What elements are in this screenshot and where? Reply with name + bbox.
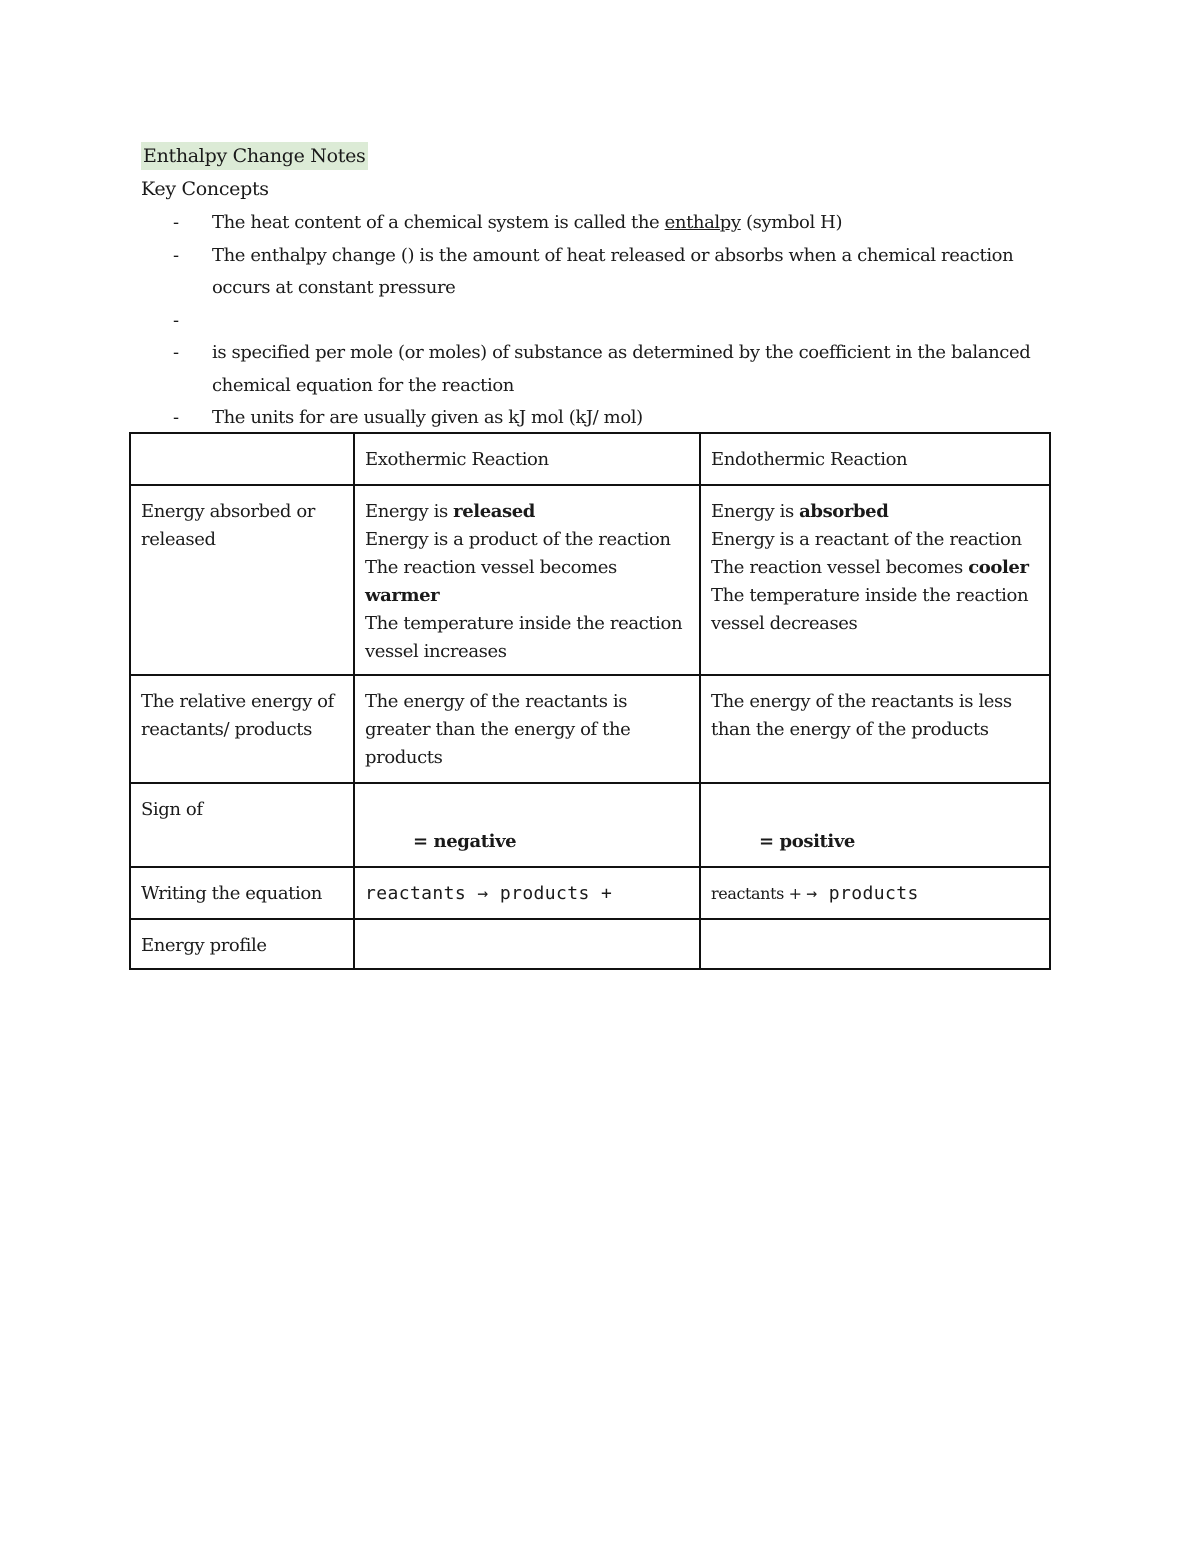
table-row — [130, 867, 1050, 919]
list-item — [170, 337, 1050, 402]
cell-text: Energy is — [711, 501, 800, 522]
bullet-text: The heat content of a chemical system is called the — [212, 212, 665, 233]
cell-emphasis: warmer — [365, 585, 440, 606]
table-cell: The energy of the reactants is less than the energy of the products — [700, 675, 1050, 783]
sign-value-positive: = positive — [759, 831, 855, 852]
page-title: Enthalpy Change Notes — [141, 142, 368, 170]
bullet-text — [212, 310, 217, 331]
cell-text: Energy is — [365, 501, 454, 522]
cell-line — [711, 498, 1039, 526]
section-heading: Key Concepts — [141, 178, 269, 200]
bullet-text: is specified per mole (or moles) of substance as determined by the coefficient in the balanced chemical equation for the reaction — [212, 342, 1031, 396]
table-cell — [354, 867, 700, 919]
table-cell — [354, 783, 700, 867]
cell-text: The reaction vessel becomes — [711, 557, 969, 578]
endothermic-equation-prefix: reactants + — [711, 884, 807, 903]
table-row — [130, 783, 1050, 867]
row-label: The relative energy of reactants/ products — [130, 675, 354, 783]
cell-line — [365, 498, 689, 526]
bullet-dash: - — [173, 342, 179, 363]
table-cell — [354, 919, 700, 969]
bullet-dash: - — [173, 244, 179, 266]
bullet-text: The enthalpy change () is the amount of heat released or absorbs when a chemical reaction occurs at constant pressure — [212, 244, 1014, 298]
bullet-dash: - — [173, 309, 179, 331]
row-label: Energy absorbed or released — [130, 485, 354, 675]
table-cell: The energy of the reactants is greater than the energy of the products — [354, 675, 700, 783]
table-row — [130, 485, 1050, 675]
table-cell — [700, 919, 1050, 969]
row-label: Sign of — [130, 783, 354, 867]
table-cell — [700, 867, 1050, 919]
cell-emphasis: released — [453, 501, 535, 522]
table-header-exothermic: Exothermic Reaction — [354, 433, 700, 485]
list-item — [170, 240, 1050, 305]
cell-emphasis: absorbed — [799, 501, 889, 522]
enthalpy-term: enthalpy — [664, 212, 741, 233]
bullet-text: The units for are usually given as kJ mol (kJ/ mol) — [212, 407, 643, 428]
cell-emphasis: cooler — [968, 557, 1029, 578]
table-cell — [700, 485, 1050, 675]
endothermic-equation: → products — [806, 883, 919, 904]
bullet-dash: - — [173, 407, 179, 428]
cell-line — [711, 554, 1039, 582]
cell-line: Energy is a reactant of the reaction — [711, 529, 1022, 550]
table-row — [130, 675, 1050, 783]
table-cell — [130, 433, 354, 485]
row-label: Writing the equation — [130, 867, 354, 919]
list-item — [170, 402, 1050, 435]
cell-text: The reaction vessel becomes — [365, 557, 617, 578]
table-row — [130, 919, 1050, 969]
table-row — [130, 433, 1050, 485]
table-header-endothermic: Endothermic Reaction — [700, 433, 1050, 485]
cell-line: The temperature inside the reaction vessel decreases — [711, 585, 1029, 634]
list-item — [170, 207, 1050, 240]
key-concepts-list — [170, 207, 1050, 435]
bullet-dash: - — [173, 212, 179, 233]
cell-line: Energy is a product of the reaction — [365, 529, 671, 550]
row-label: Energy profile — [130, 919, 354, 969]
comparison-table — [129, 432, 1051, 970]
exothermic-equation: reactants → products + — [365, 883, 613, 904]
bullet-text: (symbol H) — [740, 212, 843, 233]
cell-line: The temperature inside the reaction vessel increases — [365, 613, 683, 662]
list-item — [170, 305, 1050, 338]
sign-value-negative: = negative — [413, 831, 517, 852]
cell-line — [365, 554, 689, 610]
table-cell — [700, 783, 1050, 867]
table-cell — [354, 485, 700, 675]
